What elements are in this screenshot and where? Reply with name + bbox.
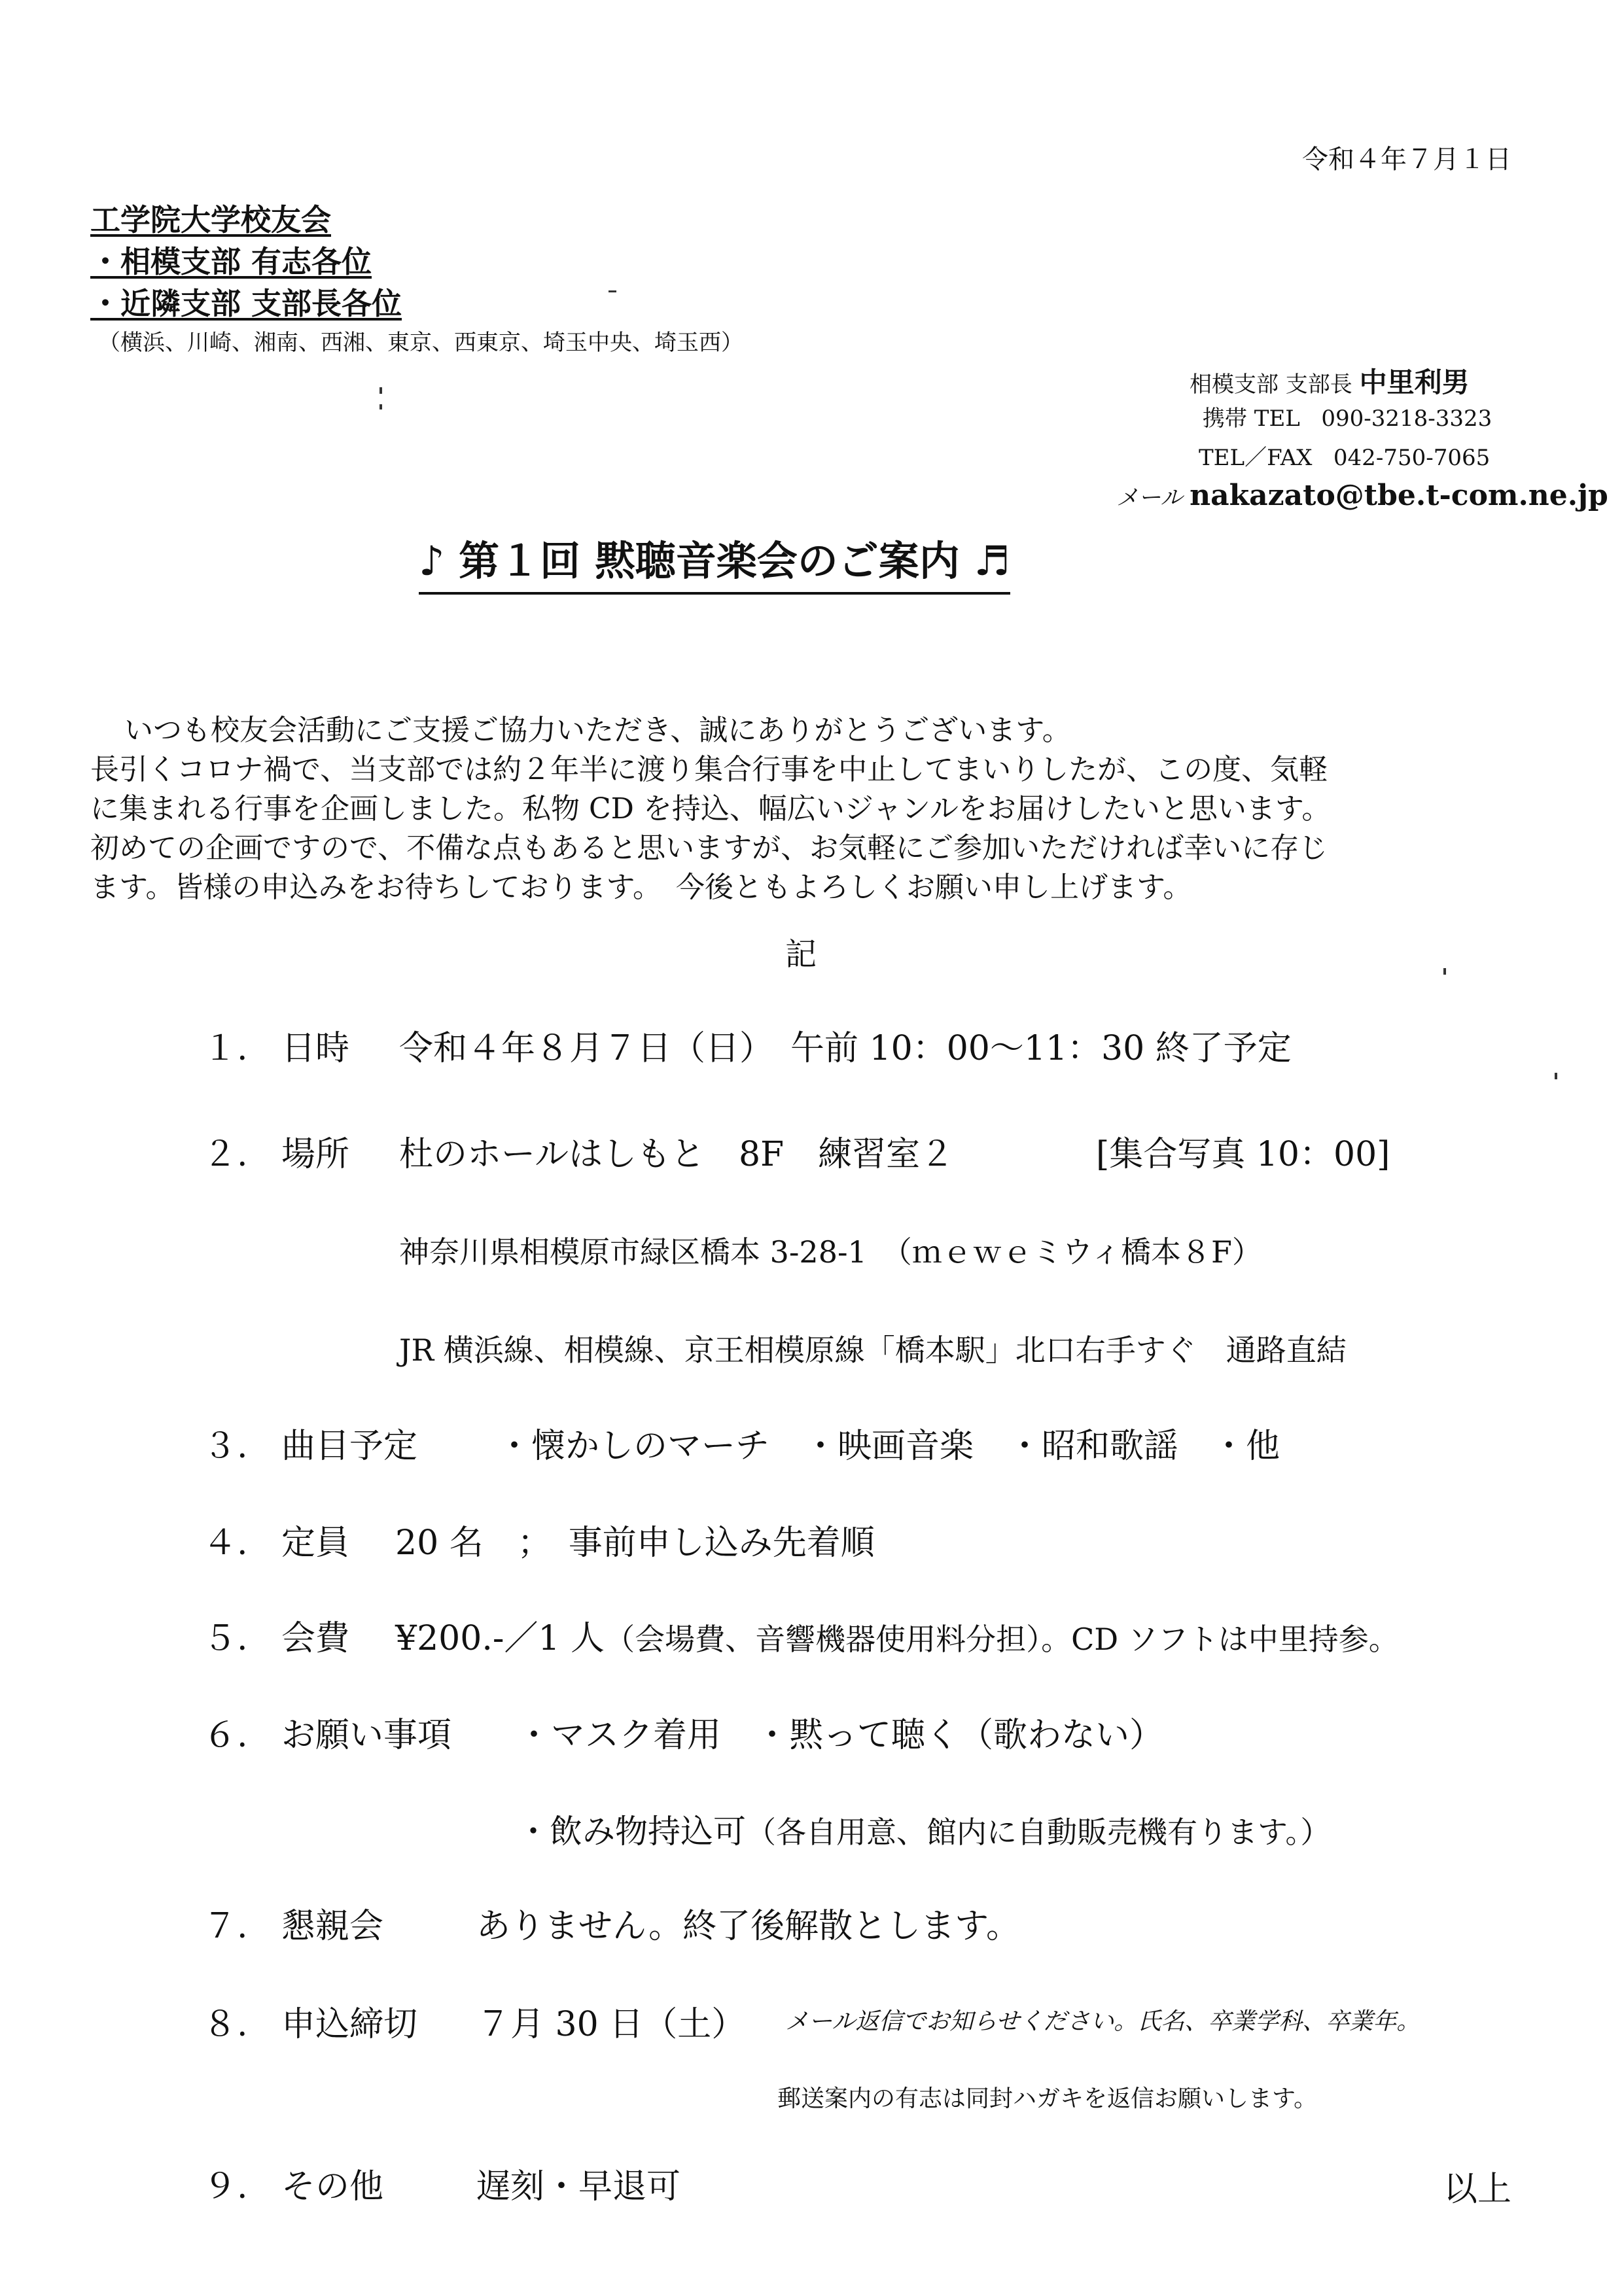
mail-label: メール [1116,485,1183,511]
item-value: ７月 30 日（土） [476,2005,746,2044]
deadline-note-2: 郵送案内の有志は同封ハガキを返信お願いします。 [777,2085,1318,2112]
item-number: ４. [203,1523,248,1563]
item-label: お願い事項 [281,1716,452,1755]
item-value: ・懐かしのマーチ ・映画音楽 ・昭和歌謡 ・他 [497,1427,1280,1466]
recipient-neighbor: ・近隣支部 支部長各位 [90,286,402,321]
item-label: 定員 [281,1523,350,1563]
document-date: 令和４年７月１日 [1302,145,1511,175]
item-value: 杜のホールはしもと 8F 練習室２ [399,1135,955,1174]
ki-heading: 記 [785,936,817,973]
body-line-4: 初めての企画ですので、不備な点もあると思いますが、お気軽にご参加いただければ幸いに存じ [90,831,1328,865]
sender-name: 中里利男 [1359,366,1470,398]
scan-speck [380,404,382,409]
item-social [0,1898,1624,1944]
item-label: 曲目予定 [281,1427,418,1466]
scan-speck [1555,1073,1557,1079]
body-line-3: に集まれる行事を企画しました。私物 CD を持込、幅広いジャンルをお届けしたいと思います。 [90,792,1331,826]
item-requests [0,1707,1624,1753]
body-line-5: ます。皆様の申込みをお待ちしております。 今後ともよろしくお願い申し上げます。 [90,871,1192,904]
item-venue [0,1126,1624,1172]
sender-role-line [1190,361,1470,400]
item-datetime [0,1020,1624,1066]
drinks-note: （各自用意、館内に自動販売機有ります。） [746,1815,1331,1850]
recipient-org: 工学院大学校友会 [90,202,331,237]
title-text: 第１回 黙聴音楽会のご案内 [459,537,960,585]
item-number: ２. [203,1135,248,1174]
sender-role: 相模支部 支部長 [1190,372,1352,398]
venue-address: 神奈川県相模原市緑区橋本 3-28-1 （ｍｅｗｅミウィ橋本８F） [399,1234,1262,1270]
item-number: ７. [203,1907,248,1946]
item-value [395,1610,1399,1660]
item-number: ９. [203,2167,248,2206]
item-label: 日時 [281,1029,350,1068]
item-value: ありません。終了後解散とします。 [476,1907,1020,1946]
item-value: 20 名 ； 事前申し込み先着順 [395,1523,875,1563]
sender-mobile-line [1203,400,1492,432]
mail-address: nakazato@tbe.t-com.ne.jp [1190,479,1608,512]
item-number: ８. [203,2005,248,2044]
item-fee [0,1610,1624,1656]
music-note-icon: ♪ [419,537,445,585]
item-label: 申込締切 [281,2005,418,2044]
item-number: １. [203,1029,248,1068]
body-line-1: いつも校友会活動にご支援ご協力いただき、誠にありがとうございます。 [124,714,1071,747]
telfax-number: 042-750-7065 [1333,445,1491,471]
group-photo-time: [集合写真 10：00] [1096,1135,1390,1174]
item-program [0,1418,1624,1464]
item-deadline [0,1996,1624,2042]
item-value: 遅刻・早退可 [476,2167,681,2206]
item-number: ５. [203,1619,248,1658]
item-label: 懇親会 [281,1907,384,1946]
venue-access: JR 横浜線、相模線、京王相模原線「橋本駅」北口右手すぐ 通路直結 [399,1332,1347,1368]
sender-mail-line [1116,479,1608,512]
scan-speck [1443,968,1446,975]
fee-note: （会場費、音響機器使用料分担）。CD ソフトは中里持参。 [605,1622,1399,1657]
deadline-note-1: メール返信でお知らせください。氏名、卒業学科、卒業年。 [785,2008,1421,2035]
fee-amount: ¥200.-／1 人 [395,1619,605,1658]
recipient-areas: （横浜、川崎、湘南、西湘、東京、西東京、埼玉中央、埼玉西） [98,330,743,356]
item-number: ３. [203,1427,248,1466]
closing-ijou: 以上 [1443,2170,1511,2209]
telfax-label: TEL／FAX [1199,445,1313,471]
item-label: その他 [281,2167,384,2206]
requests-drinks [517,1805,1330,1852]
item-capacity [0,1515,1624,1561]
item-value: ・マスク着用 ・黙って聴く（歌わない） [517,1716,1164,1755]
recipient-sagami: ・相模支部 有志各位 [90,244,372,279]
document-title [419,529,1010,595]
scan-speck [609,290,616,292]
item-label: 会費 [281,1619,350,1658]
body-line-2: 長引くコロナ禍で、当支部では約２年半に渡り集合行事を中止してまいりしたが、この度、気軽 [90,753,1328,786]
item-label: 場所 [281,1135,350,1174]
beamed-notes-icon: ♬ [974,537,1010,585]
item-other [0,2159,1624,2204]
drinks-main: ・飲み物持込可 [517,1813,746,1851]
mobile-number: 090-3218-3323 [1321,406,1492,432]
mobile-label: 携帯 TEL [1203,406,1300,432]
sender-telfax-line [1199,440,1490,472]
item-number: ６. [203,1716,248,1755]
scan-speck [380,387,382,394]
item-value: 令和４年８月７日（日） 午前 10：00〜11：30 終了予定 [399,1029,1292,1068]
